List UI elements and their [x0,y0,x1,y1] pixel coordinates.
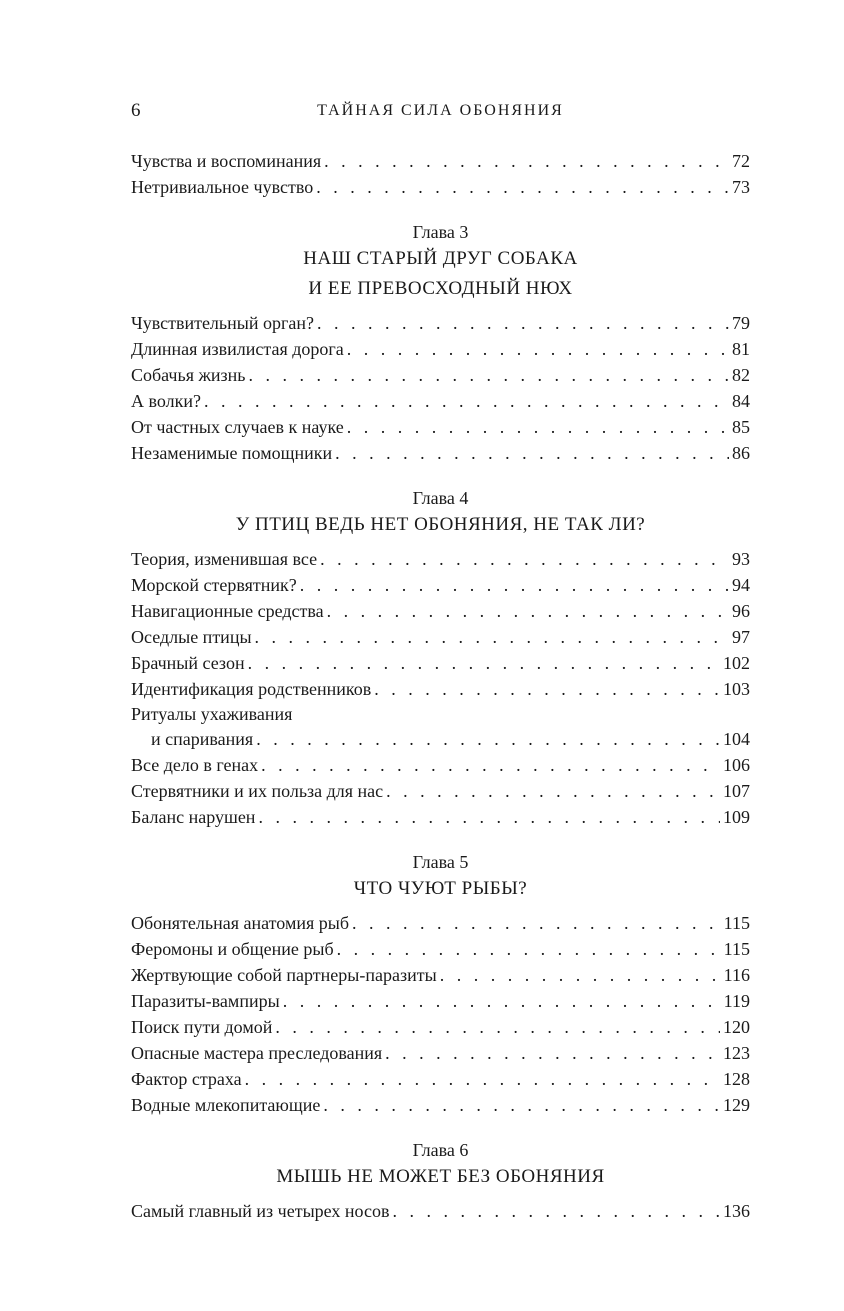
toc-entry[interactable] [131,752,750,778]
toc-entry-title: Ритуалы ухаживания [131,704,293,724]
toc-entry-title: Теория, изменившая все [131,549,318,569]
chapter-title [131,874,750,904]
toc-entry[interactable] [131,1014,750,1040]
toc-entry-title: А волки? [131,391,201,411]
chapter-label: Глава 5 [412,852,469,872]
chapter-3-heading [131,220,750,304]
dot-leader [385,1040,720,1066]
dot-leader [275,1014,720,1040]
toc-entry-title: От частных случаев к науке [131,417,344,437]
toc-entry-title: Брачный сезон [131,653,245,673]
dot-leader [323,1092,720,1118]
dot-leader [320,546,729,572]
toc-entry[interactable] [131,1066,750,1092]
toc-entry-title: Баланс нарушен [131,807,256,827]
toc-entry-page: 116 [723,965,750,985]
toc-entry-title: Паразиты-вампиры [131,991,280,1011]
toc-entry-title: Поиск пути домой [131,1017,273,1037]
toc-entry-page: 115 [723,939,750,959]
chapter-title-line: У ПТИЦ ВЕДЬ НЕТ ОБОНЯНИЯ, НЕ ТАК ЛИ? [235,514,646,535]
dot-leader [347,414,729,440]
toc-entry-page: 102 [723,653,750,673]
chapter-3-entries [131,310,750,466]
toc-entry-title: Феромоны и общение рыб [131,939,334,959]
chapter-label: Глава 4 [412,488,469,508]
toc-entry-page: 119 [723,991,750,1011]
toc-entry-page: 73 [732,177,750,197]
intro-entries [131,148,750,200]
book-title: ТАЙНАЯ СИЛА ОБОНЯНИЯ [317,102,564,119]
toc-entry[interactable] [131,1040,750,1066]
dot-leader [204,388,729,414]
chapter-4-entries [131,546,750,830]
toc-entry[interactable] [131,440,750,466]
chapter-title-line: МЫШЬ НЕ МОЖЕТ БЕЗ ОБОНЯНИЯ [276,1166,605,1187]
toc-entry-title: Чувствительный орган? [131,313,314,333]
toc-entry[interactable] [131,414,750,440]
toc-entry[interactable] [131,988,750,1014]
toc-entry-page: 97 [732,627,750,647]
toc-entry-page: 128 [723,1069,750,1089]
toc-entry-page: 94 [732,575,750,595]
toc-entry[interactable] [131,310,750,336]
toc-entry-page: 85 [732,417,750,437]
toc-entry-page: 82 [732,365,750,385]
toc-entry-page: 136 [723,1201,750,1221]
toc-entry-title: Незаменимые помощники [131,443,333,463]
toc-entry-title: Стервятники и их польза для нас [131,781,384,801]
chapter-title [131,244,750,304]
toc-entry[interactable] [131,962,750,988]
chapter-title-line: ЧТО ЧУЮТ РЫБЫ? [353,878,528,899]
toc-entry-title: Самый главный из четырех носов [131,1201,390,1221]
dot-leader [386,778,720,804]
toc-entry-title: Жертвующие собой партнеры-паразиты [131,965,437,985]
toc-entry-continuation [131,726,750,752]
toc-entry-page: 86 [732,443,750,463]
running-head [131,100,750,130]
toc-entry-title: Водные млекопитающие [131,1095,321,1115]
chapter-4-heading [131,486,750,540]
toc-entry-page: 81 [732,339,750,359]
chapter-6-heading [131,1138,750,1192]
toc-entry-page: 120 [723,1017,750,1037]
toc-entry-title: Навигационные средства [131,601,324,621]
toc-entry[interactable] [131,624,750,650]
dot-leader [440,962,721,988]
toc-entry-title: Длинная извилистая дорога [131,339,344,359]
dot-leader [327,598,729,624]
dot-leader [283,988,721,1014]
dot-leader [374,676,720,702]
toc-entry-page: 103 [723,679,750,699]
dot-leader [337,936,721,962]
toc-entry-title: Опасные мастера преследования [131,1043,383,1063]
toc-entry-page: 84 [732,391,750,411]
toc-entry-title: Собачья жизнь [131,365,246,385]
toc-entry[interactable] [131,362,750,388]
dot-leader [248,650,720,676]
toc-entry[interactable] [131,650,750,676]
toc-entry[interactable] [131,546,750,572]
chapter-label: Глава 6 [412,1140,469,1160]
toc-entry[interactable] [131,676,750,702]
dot-leader [347,336,729,362]
toc-entry[interactable] [131,388,750,414]
toc-entry-page: 115 [723,913,750,933]
toc-entry[interactable] [131,572,750,598]
toc-entry[interactable] [131,936,750,962]
dot-leader [245,1066,720,1092]
dot-leader [258,804,720,830]
toc-entry-title: Морской стервятник? [131,575,297,595]
toc-entry[interactable] [131,174,750,200]
chapter-title-line: НАШ СТАРЫЙ ДРУГ СОБАКА [303,248,578,269]
toc-entry[interactable] [131,804,750,830]
toc-entry-title: Идентификация родственников [131,679,372,699]
dot-leader [256,726,720,752]
toc-entry-title: Обонятельная анатомия рыб [131,913,350,933]
toc-entry-page: 129 [723,1095,750,1115]
book-page [131,100,750,1224]
toc-entry-page: 109 [723,807,750,827]
chapter-title [131,510,750,540]
toc-entry-title-cont: и спаривания [151,729,254,749]
dot-leader [249,362,730,388]
toc-entry-title: Нетривиальное чувство [131,177,314,197]
toc-entry-page: 72 [732,151,750,171]
dot-leader [335,440,729,466]
dot-leader [255,624,729,650]
page-number: 6 [131,100,141,121]
dot-leader [352,910,721,936]
chapter-title-line: И ЕЕ ПРЕВОСХОДНЫЙ НЮХ [308,278,573,299]
toc-entry-page: 93 [732,549,750,569]
toc-entry[interactable] [131,910,750,936]
toc-entry-page: 79 [732,313,750,333]
toc-entry-title: Чувства и воспоминания [131,151,322,171]
toc-entry[interactable] [131,598,750,624]
chapter-6-entries [131,1198,750,1224]
toc-entry-title: Все дело в генах [131,755,259,775]
toc-entry-title: Оседлые птицы [131,627,252,647]
toc-entry[interactable] [131,148,750,174]
dot-leader [261,752,720,778]
dot-leader [392,1198,720,1224]
toc-entry-page: 123 [723,1043,750,1063]
toc-entry-page: 107 [723,781,750,801]
table-of-contents [131,148,750,1224]
dot-leader [300,572,729,598]
chapter-5-entries [131,910,750,1118]
dot-leader [317,310,729,336]
toc-entry-title: Фактор страха [131,1069,242,1089]
chapter-title [131,1162,750,1192]
chapter-label: Глава 3 [412,222,469,242]
chapter-5-heading [131,850,750,904]
toc-entry-page: 106 [723,755,750,775]
toc-entry[interactable] [131,336,750,362]
toc-entry[interactable] [131,1198,750,1224]
dot-leader [324,148,729,174]
toc-entry[interactable] [131,1092,750,1118]
toc-entry-page: 96 [732,601,750,621]
dot-leader [316,174,729,200]
toc-entry[interactable] [131,778,750,804]
toc-entry-page: 104 [723,729,750,749]
toc-entry-multiline[interactable] [131,702,750,752]
